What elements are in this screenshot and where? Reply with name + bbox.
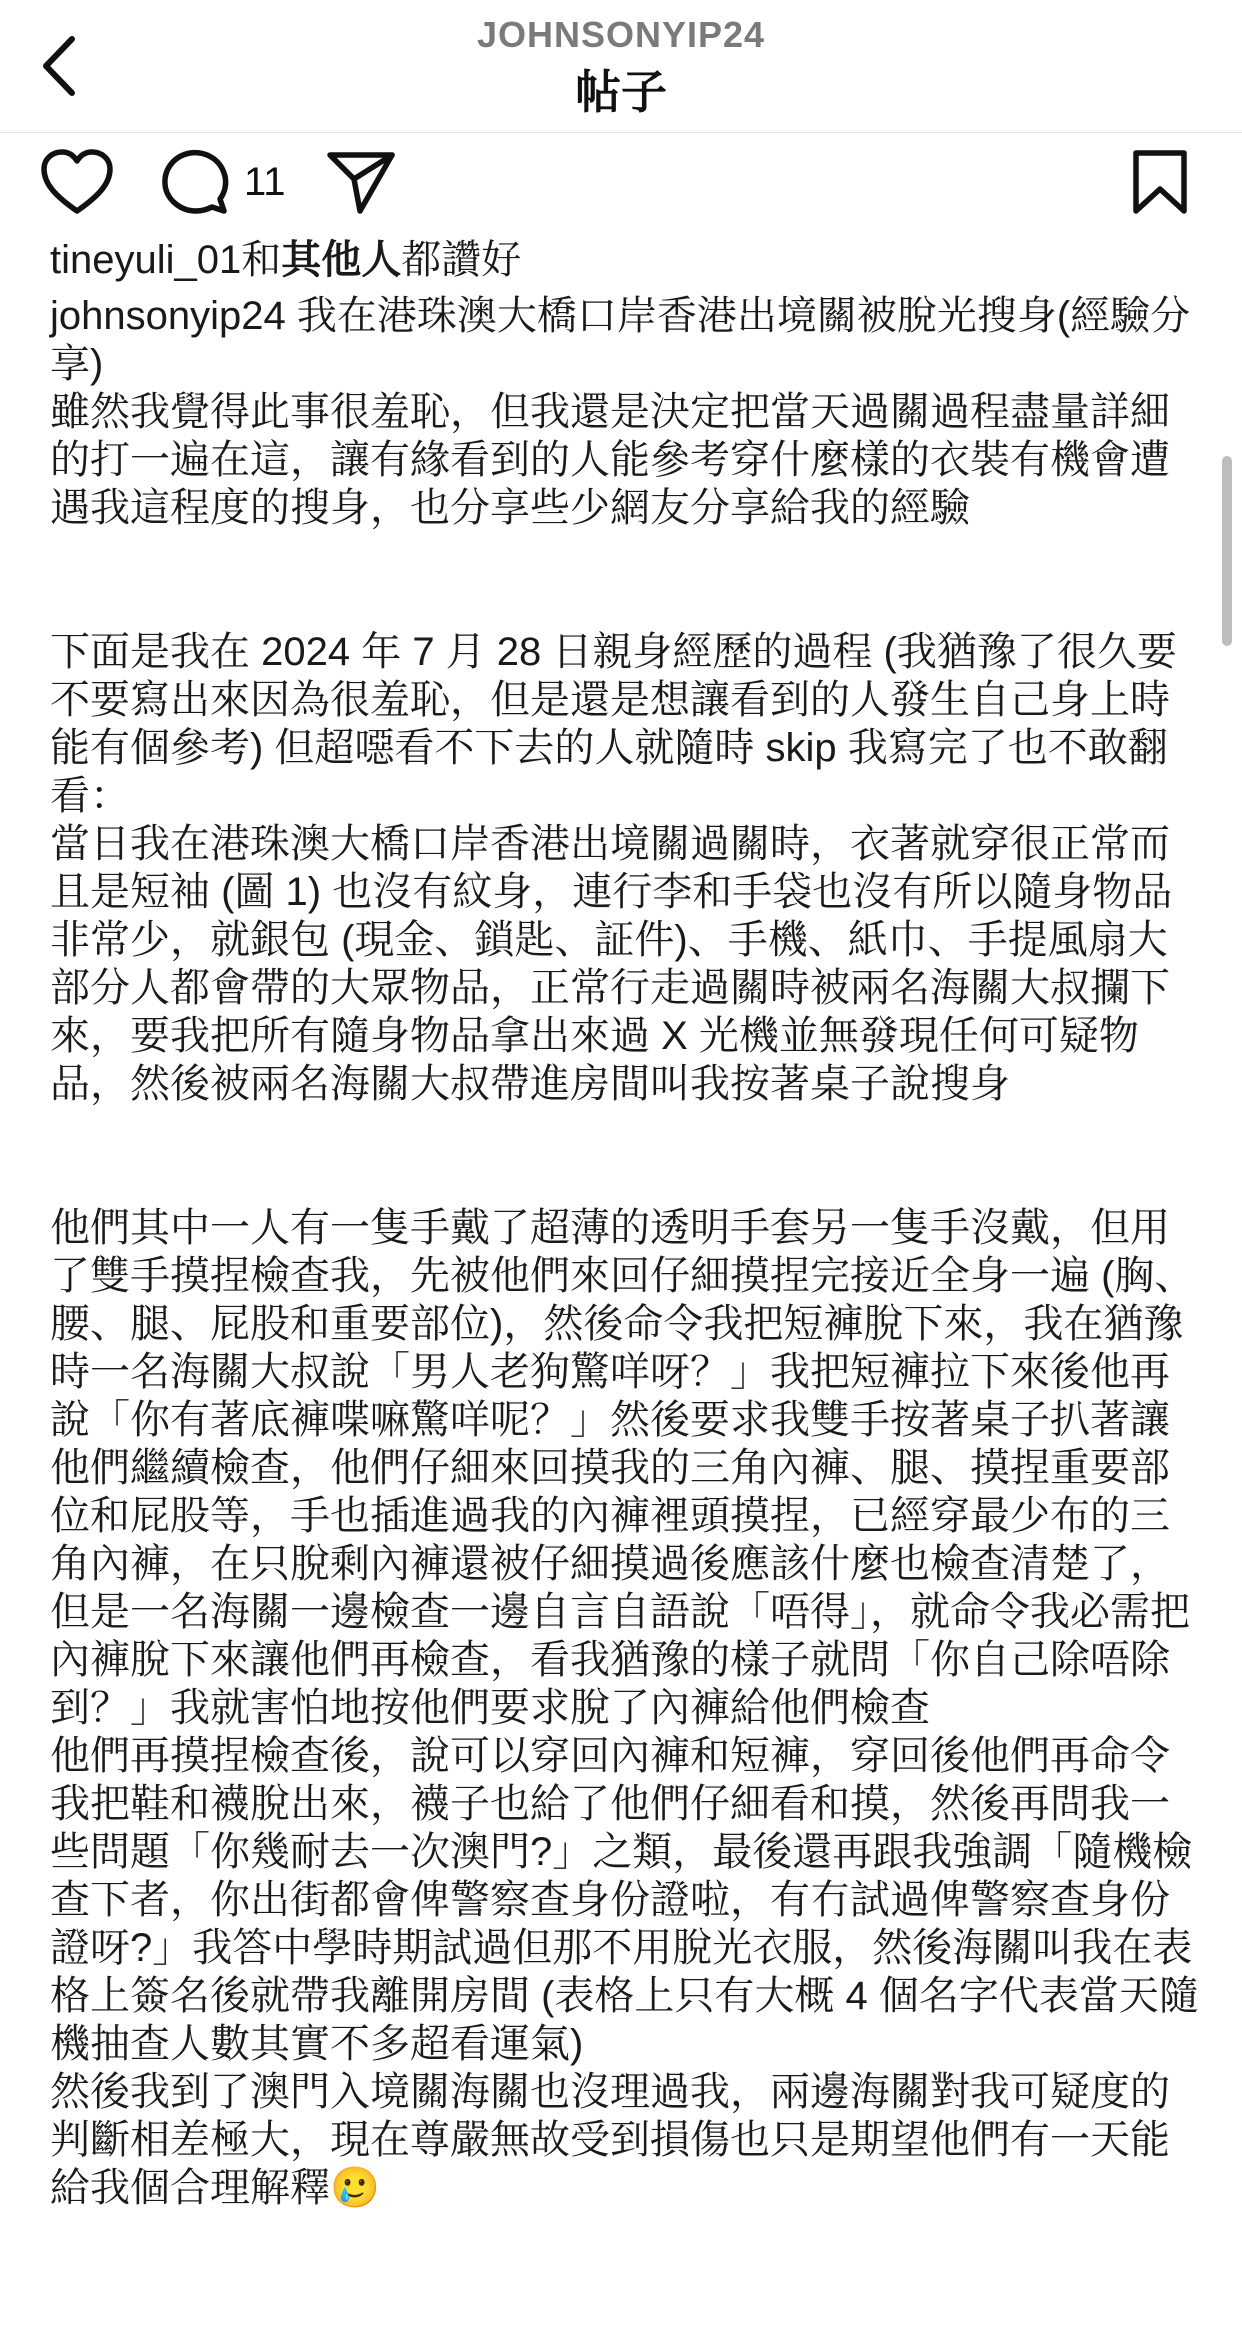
header-username: JOHNSONYIP24 [476, 14, 766, 55]
top-header [0, 0, 1242, 133]
paragraph-spacer [50, 532, 1200, 580]
page-title: 帖子 [575, 66, 667, 118]
caption-paragraph: 他們其中一人有一隻手戴了超薄的透明手套另一隻手沒戴，但用了雙手摸捏檢查我，先被他們來回仔細摸捏完接近全身一遍 (胸、腰、腿、屁股和重要部位)，然後命令我把短褲脫下來，我在猶豫時一名海關大叔說「男人老狗驚咩呀？」我把短褲拉下來後他再說「你有著底褲喋嘛驚咩呢？」然後要求我雙手按著桌子扒著讓他們繼續檢查，他們仔細來回摸我的三角內褲、腿、摸捏重要部位和屁股等，手也插進過我的內褲裡頭摸捏，已經穿最少布的三角內褲，在只脫剩內褲還被仔細摸過後應該什麼也檢查清楚了，但是一名海關一邊檢查一邊自言自語說「唔得」，就命令我必需把內褲脫下來讓他們再檢查，看我猶豫的樣子就問「你自己除唔除到？」我就害怕地按他們要求脫了內褲給他們檢查 [50, 1206, 1195, 1730]
caption-paragraph: 下面是我在 2024 年 7 月 28 日親身經歷的過程 (我猶豫了很久要不要寫出來因為很羞恥，但是還是想讓看到的人發生自己身上時能有個參考) 但超噁看不下去的人就隨時 skip 我寫完了也不敢翻看： [50, 630, 1177, 818]
caption-author-username[interactable]: johnsonyip24 [50, 294, 286, 338]
comment-count: 11 [244, 159, 286, 204]
bookmark-icon [1130, 149, 1190, 215]
paper-plane-icon [326, 149, 396, 215]
comment-bubble-icon [160, 147, 230, 217]
caption-title-line [50, 292, 1200, 388]
caption-title-text: 我在港珠澳大橋口岸香港出境關被脫光搜身(經驗分享) [50, 294, 1191, 386]
liker-username[interactable]: tineyuli_01 [50, 238, 242, 282]
caption-paragraph: 雖然我覺得此事很羞恥，但我還是決定把當天過關過程盡量詳細的打一遍在這，讓有緣看到的人能參考穿什麼樣的衣裝有機會遭遇我這程度的搜身，也分享些少網友分享給我的經驗 [50, 390, 1170, 530]
caption-paragraph: 當日我在港珠澳大橋口岸香港出境關過關時，衣著就穿很正常而且是短袖 (圖 1) 也沒有紋身，連行李和手袋也沒有所以隨身物品非常少，就銀包 (現金、鎖匙、証件)、手機、紙巾、手提風扇大部分人都會帶的大眾物品，正常行走過關時被兩名海關大叔攔下來，要我把所有隨身物品拿出來過 X 光機並無發現任何可疑物品，然後被兩名海關大叔帶進房間叫我按著桌子說搜身 [50, 822, 1173, 1106]
like-button[interactable] [40, 132, 114, 232]
likes-joiner: 和 [241, 238, 282, 282]
paragraph-spacer [50, 580, 1200, 628]
post-action-bar [0, 132, 1242, 232]
share-button[interactable] [326, 132, 396, 232]
comment-button[interactable] [160, 132, 286, 232]
heart-icon [40, 149, 114, 215]
likes-suffix: 都讚好 [401, 238, 522, 282]
likes-others[interactable]: 其他人 [281, 238, 402, 282]
caption-paragraph: 他們再摸捏檢查後，說可以穿回內褲和短褲，穿回後他們再命令我把鞋和襪脫出來，襪子也給了他們仔細看和摸，然後再問我一些問題「你幾耐去一次澳門?」之類，最後還再跟我強調「隨機檢查下者，你出街都會俾警察查身份證啦，有冇試過俾警察查身份證呀?」我答中學時期試過但那不用脫光衣服，然後海關叫我在表格上簽名後就帶我離開房間 (表格上只有大概 4 個名字代表當天隨機抽查人數其實不多超看運氣) [50, 1734, 1199, 2066]
paragraph-spacer [50, 1156, 1200, 1204]
caption-paragraph: 然後我到了澳門入境關海關也沒理過我，兩邊海關對我可疑度的判斷相差極大，現在尊嚴無故受到損傷也只是期望他們有一天能給我個合理解釋🥲 [50, 2070, 1170, 2210]
save-button[interactable] [1130, 132, 1190, 232]
post-caption [50, 292, 1200, 2212]
paragraph-spacer [50, 1108, 1200, 1156]
likes-summary[interactable] [50, 232, 1200, 288]
scrollbar[interactable] [1222, 456, 1232, 646]
